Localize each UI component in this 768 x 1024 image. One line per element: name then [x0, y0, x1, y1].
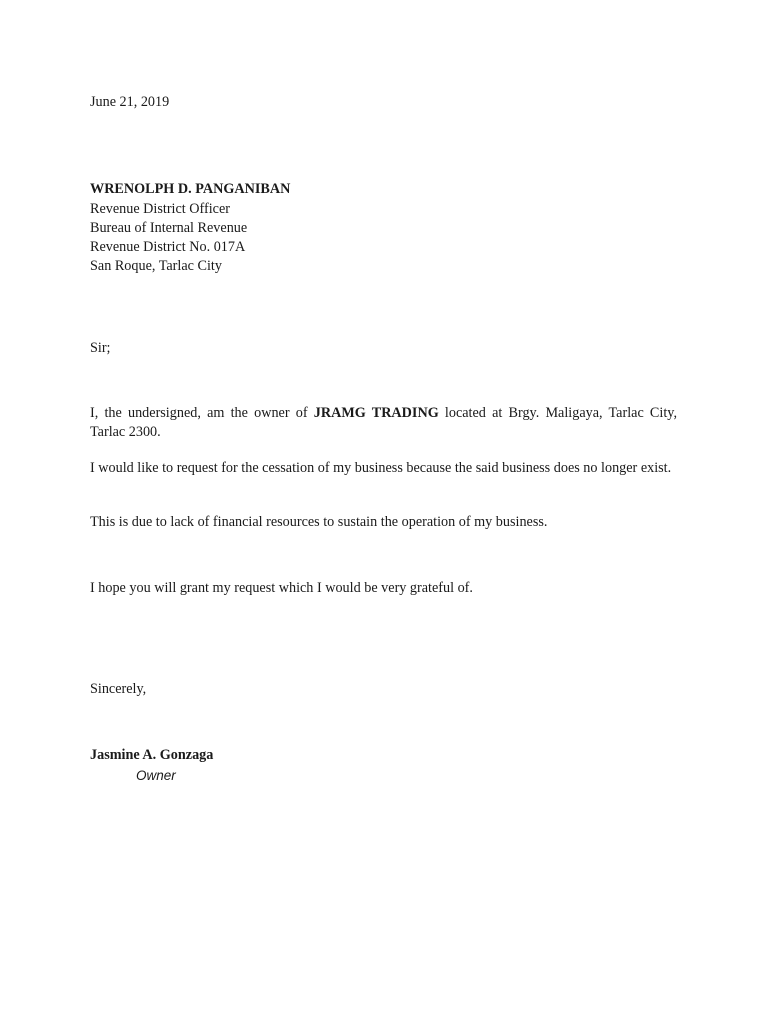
recipient-office: Bureau of Internal Revenue [90, 220, 248, 236]
letter-date: June 21, 2019 [90, 94, 170, 110]
closing: Sincerely, [90, 681, 147, 697]
recipient-name: WRENOLPH D. PANGANIBAN [90, 181, 291, 197]
recipient-district: Revenue District No. 017A [90, 239, 246, 255]
signatory-name: Jasmine A. Gonzaga [90, 747, 214, 763]
body-paragraph-1-tail: located at Brgy. Maligaya, Tarlac City, Tarlac 2300. [90, 405, 677, 440]
body-paragraph-1-lead: I, the undersigned, am the owner of [90, 405, 314, 421]
recipient-title: Revenue District Officer [90, 201, 230, 217]
recipient-address: San Roque, Tarlac City [90, 258, 222, 274]
salutation: Sir; [90, 340, 111, 356]
body-paragraph-4: I hope you will grant my request which I would be very grateful of. [90, 580, 473, 596]
signatory-title: Owner [136, 768, 176, 783]
body-paragraph-1 [90, 404, 677, 442]
business-name: JRAMG TRADING [313, 405, 439, 421]
body-paragraph-2: I would like to request for the cessation of my business because the said business does no longer exist. [90, 460, 672, 476]
body-paragraph-3: This is due to lack of financial resources to sustain the operation of my business. [90, 514, 548, 530]
